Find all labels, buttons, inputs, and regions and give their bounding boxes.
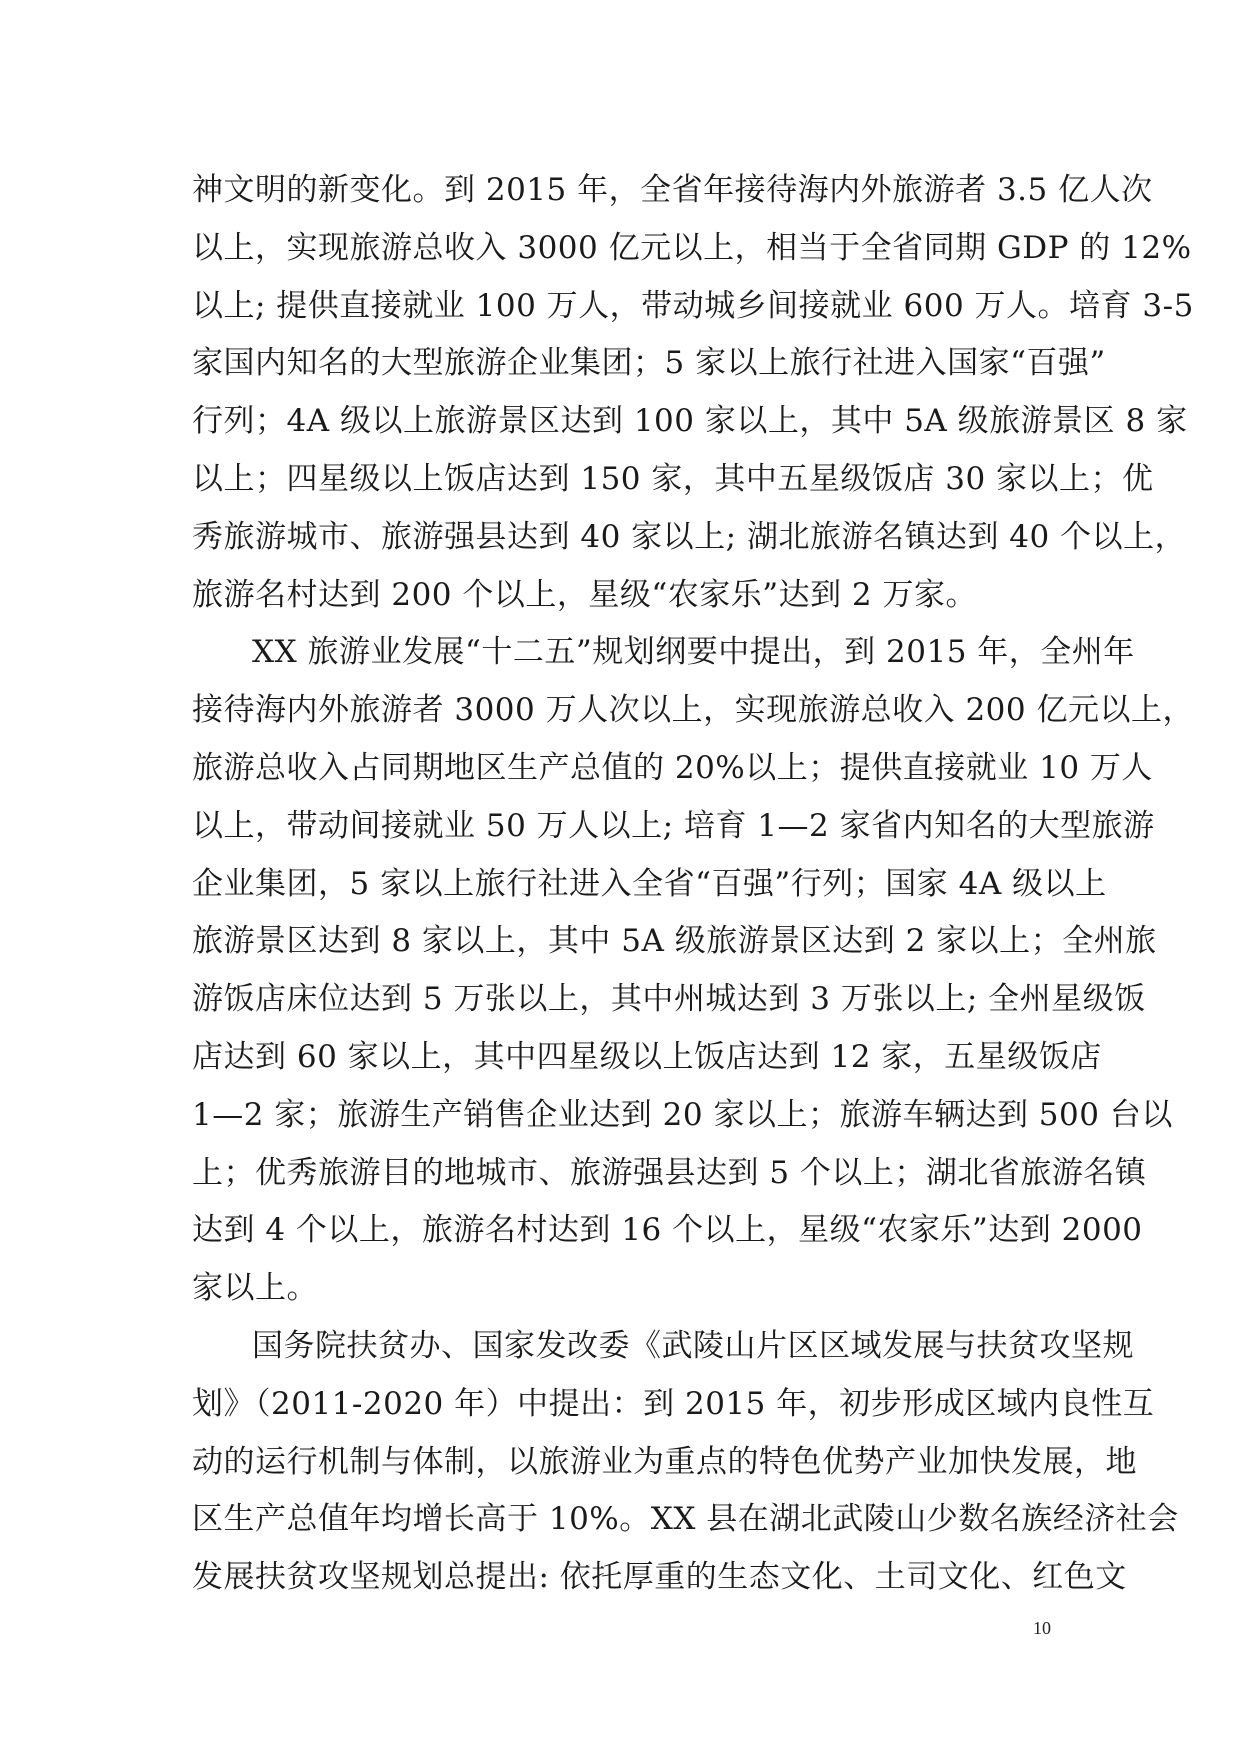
paragraph-2 <box>192 624 1194 1318</box>
text-line: 区生产总值年均增长高于 10%。XX 县在湖北武陵山少数名族经济社会 <box>192 1501 1179 1538</box>
document-body <box>192 162 1194 1607</box>
page-number: 10 <box>1033 1618 1051 1638</box>
text-line: 旅游总收入占同期地区生产总值的 20%以上；提供直接就业 10 万人 <box>192 749 1153 786</box>
paragraph-1 <box>192 162 1194 624</box>
text-line: 店达到 60 家以上，其中四星级以上饭店达到 12 家，五星级饭店 <box>192 1038 1102 1075</box>
text-line: 家以上。 <box>192 1270 318 1307</box>
text-line: 以上; 提供直接就业 100 万人，带动城乡间接就业 600 万人。培育 3-5 <box>192 287 1194 324</box>
text-line: 旅游景区达到 8 家以上，其中 5A 级旅游景区达到 2 家以上；全州旅 <box>192 923 1157 960</box>
text-line: 划》（2011-2020 年）中提出：到 2015 年，初步形成区域内良性互 <box>192 1385 1155 1422</box>
text-line: 发展扶贫攻坚规划总提出: 依托厚重的生态文化、土司文化、红色文 <box>192 1559 1127 1596</box>
text-line: 神文明的新变化。到 2015 年，全省年接待海内外旅游者 3.5 亿人次 <box>192 172 1153 208</box>
text-line: 达到 4 个以上，旅游名村达到 16 个以上，星级“农家乐”达到 2000 <box>192 1212 1143 1249</box>
text-line: 家国内知名的大型旅游企业集团；5 家以上旅行社进入国家“百强” <box>192 345 1106 382</box>
text-line: 以上，实现旅游总收入 3000 亿元以上，相当于全省同期 GDP 的 12% <box>192 229 1192 266</box>
text-line: 国务院扶贫办、国家发改委《武陵山片区区域发展与扶贫攻坚规 <box>252 1327 1134 1364</box>
text-line: 旅游名村达到 200 个以上，星级“农家乐”达到 2 万家。 <box>192 576 978 613</box>
text-line: 企业集团，5 家以上旅行社进入全省“百强”行列；国家 4A 级以上 <box>192 865 1107 902</box>
text-line: 动的运行机制与体制，以旅游业为重点的特色优势产业加快发展，地 <box>192 1443 1137 1480</box>
text-line: 行列；4A 级以上旅游景区达到 100 家以上，其中 5A 级旅游景区 8 家 <box>192 403 1188 440</box>
paragraph-3 <box>192 1318 1179 1607</box>
text-line: 接待海内外旅游者 3000 万人次以上，实现旅游总收入 200 亿元以上， <box>192 692 1194 729</box>
text-line: 秀旅游城市、旅游强县达到 40 家以上; 湖北旅游名镇达到 40 个以上， <box>192 518 1187 555</box>
text-line: 以上，带动间接就业 50 万人以上; 培育 1—2 家省内知名的大型旅游 <box>192 807 1155 844</box>
text-line: 1—2 家；旅游生产销售企业达到 20 家以上；旅游车辆达到 500 台以 <box>192 1096 1173 1133</box>
text-line: 上；优秀旅游目的地城市、旅游强县达到 5 个以上；湖北省旅游名镇 <box>192 1154 1147 1191</box>
text-line: 以上；四星级以上饭店达到 150 家，其中五星级饭店 30 家以上；优 <box>192 460 1154 497</box>
text-line: 游饭店床位达到 5 万张以上，其中州城达到 3 万张以上; 全州星级饭 <box>192 981 1146 1018</box>
text-line: XX 旅游业发展“十二五”规划纲要中提出，到 2015 年，全州年 <box>252 634 1135 671</box>
